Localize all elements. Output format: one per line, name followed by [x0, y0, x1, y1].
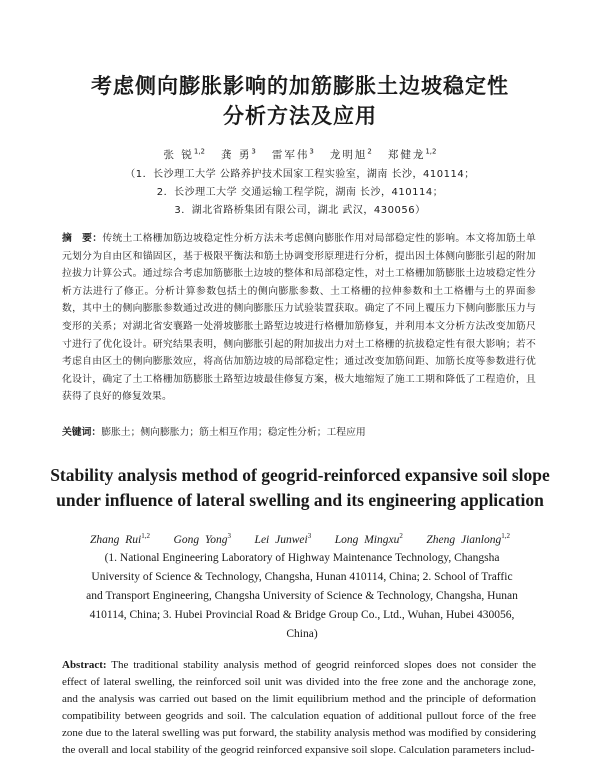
cn-affiliation-1: （1．长沙理工大学 公路养护技术国家工程实验室，湖南 长沙，410114；: [125, 169, 475, 180]
cn-author: 龙明旭$^2$: [329, 147, 372, 161]
en-abstract: [62, 657, 536, 759]
cn-abstract: [62, 230, 536, 406]
en-title-line-2: under influence of lateral swelling and its engineering application: [56, 490, 544, 510]
cn-abstract-text: 传统土工格栅加筋边坡稳定性分析方法未考虑侧向膨胀作用对局部稳定性的影响。本文将加筋土单元划分为自由区和锚固区，基于极限平衡法和筋土协调变形原理进行分析，提出因土体侧向膨胀引起的附加拉拔力计算公式。通过综合考虑加筋膨胀土边坡的整体和局部稳定性，对土工格栅加筋膨胀土边坡稳定性分析方法进行了修正。分析计算参数包括土的侧向膨胀参数、土工格栅的拉伸参数和土工格栅与土的界面参数，其中土的侧向膨胀参数通过改进的侧向膨胀压力试验装置获取。确定了不同上覆压力下侧向膨胀压力与变形的关系；对湖北省安襄路一处滑坡膨胀土路堑边坡进行格栅加筋修复，并利用本文分析方法改变加筋尺寸进行了优化设计。研究结果表明，侧向膨胀引起的附加拔出力对土工格栅的抗拔稳定性有很大影响；若不考虑自由区土的侧向膨胀效应，将高估加筋边坡的局部稳定性；通过改变加筋间距、加筋长度等参数进行优化设计，确定了土工格栅加筋膨胀土路堑边坡最佳修复方案，极大地缩短了施工工期和降低了工程造价，且获得了良好的修复效果。: [62, 233, 536, 403]
cn-author: 郑健龙$^{1,2}$: [387, 147, 437, 161]
cn-author-list: [0, 147, 600, 162]
cn-keywords: [62, 424, 536, 441]
cn-title-line-2: 分析方法及应用: [223, 104, 377, 128]
en-author: Zhang Rui$^{1,2}$: [90, 532, 151, 546]
en-author: Zheng Jianlong$^{1,2}$: [426, 532, 510, 546]
cn-title-line-1: 考虑侧向膨胀影响的加筋膨胀土边坡稳定性: [91, 74, 509, 98]
en-abstract-text: The traditional stability analysis method of geogrid reinforced slopes does not consider the effect of lateral swelling, the reinforced soil unit was divided into the free zone and the anchorage zone, and the analysis was carried out based on the limit equilibrium method and the principle of deformation compatibility between geogrids and soil. The calculation equation of additional pullout force of the free zone due to the lateral swelling was put forward, the stability analysis method was modified by considering the overall and local stability of the geogrid reinforced expansive soil slope. Calculation parameters includ-: [62, 659, 536, 756]
cn-abstract-label: 摘 要：: [62, 233, 103, 244]
en-affiliations: (1. National Engineering Laboratory of Highway Maintenance Technology, Changsha University of Science & Technology, Changsha, Hunan 410114, China; 2. School of Traffic and Transport Engineering, Changsha University of Science & Technology, Changsha, Hunan 410114, China; 3. Hubei Provincial Road & Bridge Group Co., Ltd., Wuhan, Hubei 430056, China): [86, 552, 518, 640]
en-title-line-1: Stability analysis method of geogrid-reinforced expansive soil slope: [50, 465, 550, 485]
cn-author: 张 锐$^{1,2}$: [163, 147, 206, 161]
en-author: Long Mingxu$^2$: [334, 532, 403, 546]
en-author: Gong Yong$^3$: [173, 532, 232, 546]
cn-keywords-text: 膨胀土；侧向膨胀力；筋土相互作用；稳定性分析；工程应用: [101, 427, 366, 438]
en-author-list: [0, 532, 600, 546]
cn-keywords-label: 关键词：: [62, 427, 102, 438]
cn-author: 龚 勇$^3$: [221, 147, 256, 161]
en-abstract-label: Abstract:: [62, 659, 107, 671]
cn-author: 雷军伟$^3$: [271, 147, 314, 161]
cn-affiliation-3: 3．湖北省路桥集团有限公司，湖北 武汉，430056）: [174, 205, 426, 216]
cn-affiliation-2: 2．长沙理工大学 交通运输工程学院，湖南 长沙，410114；: [156, 187, 444, 198]
en-author: Lei Junwei$^3$: [254, 532, 312, 546]
